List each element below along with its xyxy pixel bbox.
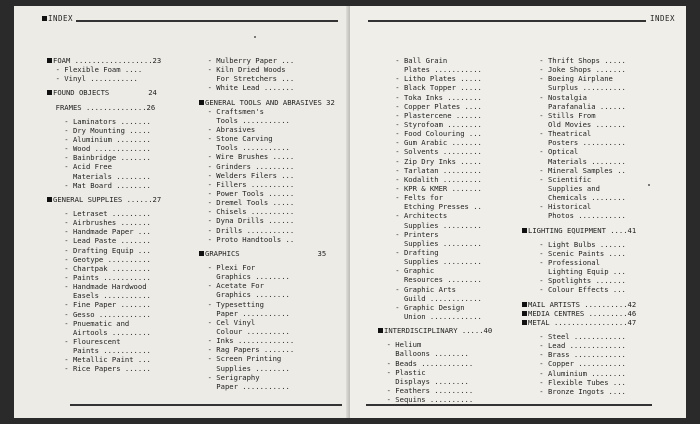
footer-rule: [366, 404, 652, 406]
heading-bullet-icon: [522, 320, 527, 325]
index-heading: INTERDISCIPLINARY .....40: [378, 326, 492, 335]
index-entry: - Metallic Paint ...: [47, 355, 151, 365]
index-entry: - Scientific: [522, 174, 592, 184]
heading-bullet-icon: [199, 100, 204, 105]
index-entry: - Copper ...........: [522, 359, 626, 369]
index-entry: - Spotlights .......: [522, 276, 626, 286]
index-column-1: [47, 56, 161, 374]
index-entry: - Gesso ............: [47, 309, 151, 319]
index-entry: - Cel Vinyl: [199, 317, 256, 327]
index-heading: MAIL ARTISTS ..........42: [522, 300, 636, 309]
index-entry: Chemicals ........: [522, 193, 626, 203]
index-entry: Paper ...........: [199, 381, 290, 391]
index-entry: Photos ...........: [522, 211, 626, 221]
index-heading: FOUND OBJECTS 24: [47, 88, 161, 97]
index-entry: Displays ........: [378, 376, 469, 386]
index-entry: - Copper Plates ....: [378, 101, 482, 111]
index-entry: Supplies ........: [199, 363, 290, 373]
index-heading: MEDIA CENTRES .........46: [522, 309, 636, 318]
index-entry: - Paints ...........: [47, 272, 151, 282]
header-rule: [76, 20, 338, 22]
heading-bullet-icon: [47, 197, 52, 202]
index-entry: - Graphic Design: [378, 302, 465, 312]
index-entry: - Food Colouring ...: [378, 129, 482, 139]
index-entry: - Boeing Airplane: [522, 74, 613, 84]
index-entry: - Colour Effects ...: [522, 285, 626, 295]
index-entry: - Chisels ..........: [199, 207, 295, 217]
heading-bullet-icon: [378, 328, 383, 333]
index-entry: Paper ...........: [199, 308, 290, 318]
index-entry: Materials ........: [47, 171, 151, 181]
index-entry: - Printers: [378, 229, 439, 239]
index-entry: - Thrift Shops .....: [522, 56, 626, 65]
index-entry: Union ............: [378, 311, 482, 321]
index-entry: - Optical: [522, 147, 579, 157]
index-entry: - Kiln Dried Woods: [199, 65, 286, 75]
index-entry: - Serigraphy: [199, 372, 260, 382]
index-entry: Etching Presses ..: [378, 202, 482, 212]
index-entry: - Fillers ..........: [199, 179, 295, 189]
paper-speck: [648, 184, 650, 186]
heading-bullet-icon: [199, 251, 204, 256]
index-entry: - Pnuematic and: [47, 318, 130, 328]
index-entry: - Theatrical: [522, 129, 592, 139]
index-entry: - Plexi For: [199, 262, 256, 272]
right-page: [350, 6, 686, 418]
index-entry: - Craftsmen's: [199, 106, 264, 116]
index-column-3: [378, 56, 492, 404]
index-entry: - Sequins ..........: [378, 395, 474, 405]
index-entry: - Light Bulbs ......: [522, 239, 626, 249]
index-entry: - Airbrushes .......: [47, 218, 151, 228]
index-entry: Materials ........: [522, 156, 626, 166]
index-entry: - Professional: [522, 257, 600, 267]
index-entry: - Flexible Tubes ...: [522, 377, 626, 387]
index-entry: - Typesetting: [199, 299, 264, 309]
index-entry: Plates ...........: [378, 65, 482, 75]
index-entry: - Felts for: [378, 193, 443, 203]
index-entry: Guild ............: [378, 293, 482, 303]
index-entry: Supplies .........: [378, 257, 482, 267]
left-page: [14, 6, 350, 418]
index-entry: Colour ..........: [199, 326, 290, 336]
index-entry: - Drafting Equip ...: [47, 245, 151, 255]
header-rule: [368, 20, 646, 22]
index-entry: Resources ........: [378, 275, 482, 285]
heading-bullet-icon: [522, 302, 527, 307]
index-entry: - Mat Board ........: [47, 180, 151, 190]
index-entry: - Acid Free: [47, 162, 112, 172]
index-entry: - Flourescent: [47, 336, 121, 346]
index-entry: Tools ...........: [199, 115, 290, 125]
index-entry: Posters ..........: [522, 138, 626, 148]
index-entry: - Dyna Drills ......: [199, 216, 295, 226]
index-entry: - Wire Brushes .....: [199, 152, 295, 162]
index-entry: - Steel ............: [522, 331, 626, 341]
index-entry: For Stretchers ...: [199, 74, 295, 84]
index-heading: METAL .................47: [522, 318, 636, 327]
index-entry: - Vinyl ...........: [47, 74, 138, 84]
index-entry: - Plastic: [378, 367, 426, 377]
index-column-2: [199, 56, 335, 391]
index-entry: - Black Topper .....: [378, 83, 482, 93]
index-entry: - Drills ...........: [199, 225, 295, 235]
index-entry: - Styrofoam ........: [378, 119, 482, 129]
index-entry: Supplies .........: [378, 220, 482, 230]
index-entry: - Aluminium ........: [522, 368, 626, 378]
index-heading: GENERAL SUPPLIES ......27: [47, 195, 161, 204]
heading-bullet-icon: [42, 16, 47, 21]
index-entry: - Screen Printing: [199, 354, 282, 364]
index-entry: Tools ...........: [199, 143, 290, 153]
index-entry: - Litho Plates .....: [378, 74, 482, 84]
index-entry: - Geotype ..........: [47, 254, 151, 264]
index-entry: Balloons ........: [378, 349, 469, 359]
index-entry: - Mineral Samples ..: [522, 165, 626, 175]
index-entry: Parafanalia ......: [522, 101, 626, 111]
index-entry: - Joke Shops .......: [522, 65, 626, 75]
index-entry: - Feathers .........: [378, 385, 474, 395]
heading-bullet-icon: [47, 90, 52, 95]
index-entry: - Toka Inks ........: [378, 92, 482, 102]
index-entry: - White Lead .......: [199, 83, 295, 93]
index-entry: Graphics ........: [199, 272, 290, 282]
index-column-4: [522, 56, 636, 396]
index-entry: Graphics ........: [199, 290, 290, 300]
index-entry: - Dremel Tools .....: [199, 198, 295, 208]
index-entry: - KPR & KMER .......: [378, 183, 482, 193]
index-entry: - Gum Arabic .......: [378, 138, 482, 148]
index-entry: Old Movies .......: [522, 119, 626, 129]
index-entry: - Letraset .........: [47, 208, 151, 218]
index-entry: - Fine Paper .......: [47, 300, 151, 310]
index-entry: Surplus ..........: [522, 83, 626, 93]
index-entry: - Graphic: [378, 266, 435, 276]
index-entry: - Stills From: [522, 110, 596, 120]
index-entry: FRAMES ..............26: [47, 102, 156, 112]
index-entry: Supplies and: [522, 183, 600, 193]
index-entry: Paints ...........: [47, 346, 151, 356]
index-entry: - Architects: [378, 211, 448, 221]
index-entry: - Dry Mounting .....: [47, 125, 151, 135]
index-entry: - Rice Papers ......: [47, 364, 151, 374]
index-entry: - Bronze Ingots ....: [522, 386, 626, 396]
index-entry: - Scenic Paints ....: [522, 248, 626, 258]
index-entry: - Zip Dry Inks .....: [378, 156, 482, 166]
index-entry: - Bainbridge .......: [47, 153, 151, 163]
index-entry: - Mulberry Paper ...: [199, 56, 295, 65]
index-entry: - Chartpak .........: [47, 263, 151, 273]
index-entry: - Proto Handtools ..: [199, 234, 295, 244]
paper-speck: [254, 36, 256, 38]
index-entry: Supplies .........: [378, 238, 482, 248]
index-entry: - Kodalith .........: [378, 174, 482, 184]
index-heading: GENERAL TOOLS AND ABRASIVES 32: [199, 98, 335, 107]
index-entry: - Stone Carving: [199, 134, 273, 144]
index-entry: - Power Tools ......: [199, 188, 295, 198]
index-heading: LIGHTING EQUIPMENT ....41: [522, 226, 636, 235]
index-entry: - Nostalgia: [522, 92, 587, 102]
index-entry: - Helium: [378, 340, 422, 350]
index-entry: - Welders Filers ...: [199, 170, 295, 180]
header-left-label: INDEX: [42, 14, 73, 23]
index-entry: - Acetate For: [199, 281, 264, 291]
footer-rule: [70, 404, 342, 406]
index-entry: - Rag Papers .......: [199, 345, 295, 355]
index-entry: - Handmade Paper ...: [47, 227, 151, 237]
index-entry: - Laminators .......: [47, 116, 151, 126]
index-entry: - Plastercene ......: [378, 110, 482, 120]
index-entry: Airtools .........: [47, 327, 151, 337]
index-heading: FOAM ..................23: [47, 56, 161, 65]
index-entry: - Abrasives: [199, 124, 256, 134]
index-entry: - Aluminium ........: [47, 134, 151, 144]
index-heading: GRAPHICS 35: [199, 249, 335, 258]
heading-bullet-icon: [522, 311, 527, 316]
index-entry: - Drafting: [378, 247, 439, 257]
index-entry: - Beads ............: [378, 358, 474, 368]
index-entry: - Inks .............: [199, 336, 295, 346]
heading-bullet-icon: [47, 58, 52, 63]
index-entry: - Graphic Arts: [378, 284, 456, 294]
heading-bullet-icon: [522, 228, 527, 233]
index-entry: - Wood .............: [47, 144, 151, 154]
index-entry: - Grinders .........: [199, 161, 295, 171]
header-right-label: INDEX: [650, 14, 676, 23]
index-entry: - Brass ............: [522, 350, 626, 360]
index-entry: Easels ...........: [47, 291, 151, 301]
index-entry: - Ball Grain: [378, 56, 448, 65]
index-entry: Lighting Equip ...: [522, 267, 626, 277]
index-entry: - Historical: [522, 202, 592, 212]
index-entry: - Tarlatan .........: [378, 165, 482, 175]
index-entry: - Solvents .........: [378, 147, 482, 157]
index-entry: - Lead Paste .......: [47, 236, 151, 246]
index-entry: - Handmade Hardwood: [47, 282, 147, 292]
index-entry: - Flexible Foam ....: [47, 65, 143, 75]
index-entry: - Lead .............: [522, 341, 626, 351]
